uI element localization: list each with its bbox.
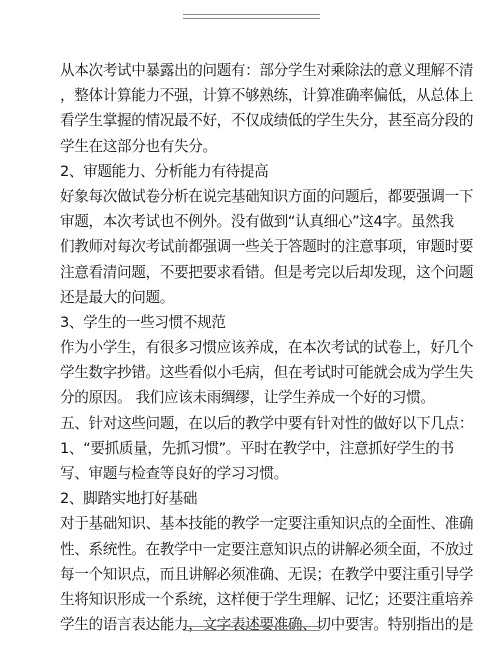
text-line: 学生数字抄错。这些看似小毛病，但在考试时可能就会成为学生失 [60, 364, 474, 382]
footer-rule [183, 626, 320, 631]
text-line: 注意看清问题，不要把要求看错。但是考完以后却发现，这个问题 [60, 263, 474, 281]
section-heading: 2、审题能力、分析能力有待提高 [60, 162, 269, 180]
text-line: 分的原因。 我们应该未雨绸缪，让学生养成一个好的习惯。 [60, 389, 435, 407]
text-line: 生将知识形成一个系统，这样便于学生理解、记忆；还要注重培养 [60, 590, 474, 608]
text-line: 审题，本次考试也不例外。没有做到“认真细心”这4字。虽然我 [60, 213, 454, 231]
section-heading: 五、针对这些问题，在以后的教学中要有针对性的做好以下几点： [60, 414, 474, 432]
text-line: 从本次考试中暴露出的问题有：部分学生对乘除法的意义理解不清 [60, 62, 474, 79]
text-line: 们教师对每次考试前都强调一些关于答题时的注意事项，审题时要 [60, 238, 474, 256]
text-line: 看学生掌握的情况最不好，不仅成绩低的学生失分，甚至高分段的 [60, 112, 474, 130]
text-line: 还是最大的问题。 [60, 288, 174, 306]
text-line: 学生的语言表达能力，文字表述要准确、切中要害。特别指出的是 [60, 616, 474, 634]
section-heading: 3、学生的一些习惯不规范 [60, 313, 226, 331]
text-line: 1、“要抓质量，先抓习惯”。平时在教学中，注意抓好学生的书 [60, 439, 454, 457]
text-line: ，整体计算能力不强，计算不够熟练，计算准确率偏低，从总体上 [60, 87, 474, 105]
text-line: 性、系统性。在教学中一定要注意知识点的讲解必须全面，不放过 [60, 540, 474, 558]
section-heading: 2、脚踏实地打好基础 [60, 490, 198, 508]
text-line: 对于基础知识、基本技能的教学一定要注重知识点的全面性、准确 [60, 515, 474, 533]
document-body [60, 58, 474, 637]
text-line: 好象每次做试卷分析在说完基础知识方面的问题后，都要强调一下 [60, 187, 474, 205]
header-rule [183, 14, 320, 19]
text-line: 学生在这部分也有失分。 [60, 137, 217, 155]
text-line: 写、审题与检查等良好的学习习惯。 [60, 465, 288, 482]
text-line: 每一个知识点，而且讲解必须准确、无误；在教学中要注重引导学 [60, 565, 474, 583]
text-line: 作为小学生，有很多习惯应该养成，在本次考试的试卷上，好几个 [60, 339, 474, 357]
